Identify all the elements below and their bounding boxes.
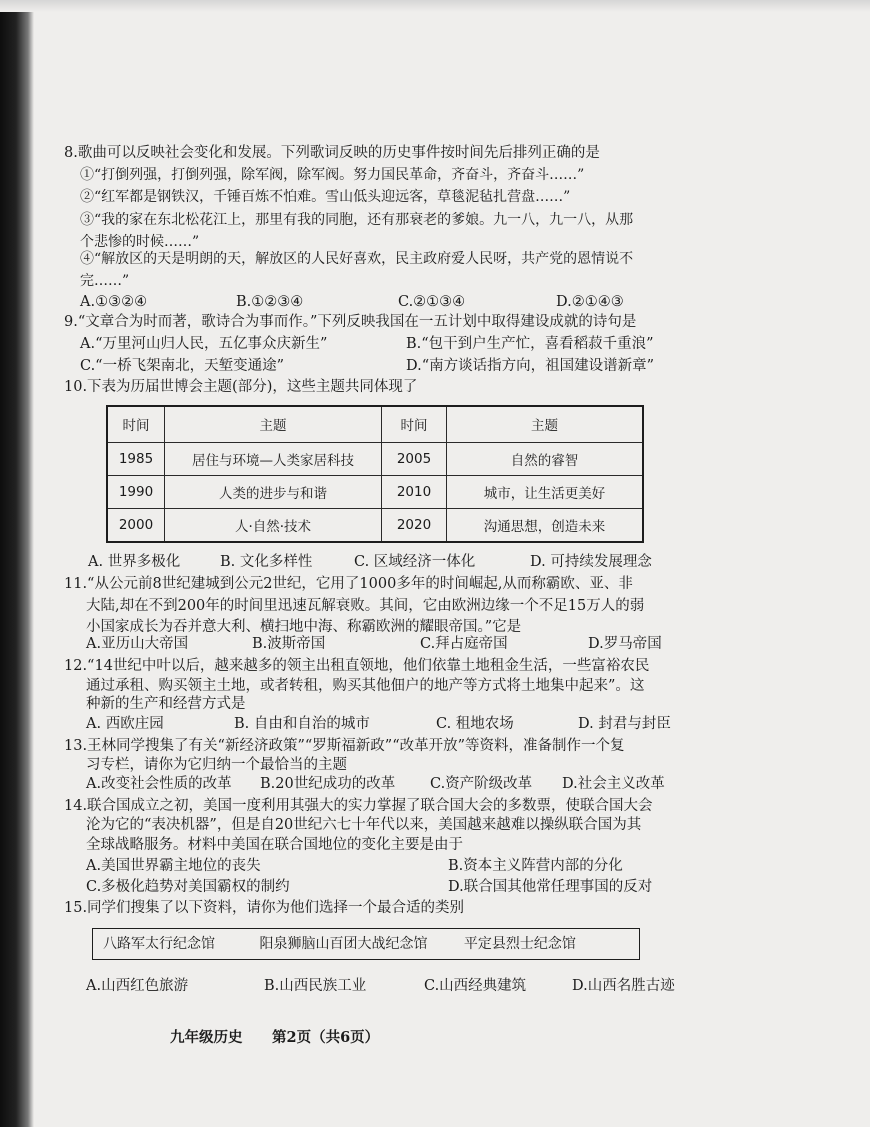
q11-option-a: A.亚历山大帝国 [86,636,189,652]
q9-option-a: A.“万里河山归人民，五亿事众庆新生” [80,336,328,352]
q13-option-c: C.资产阶级改革 [430,776,533,792]
q13-option-d: D.社会主义改革 [562,776,665,792]
q15-option-b: B.山西民族工业 [264,978,367,994]
q12-option-a: A. 西欧庄园 [86,716,164,732]
q11-option-d: D.罗马帝国 [588,636,662,652]
table-row [107,508,643,542]
q15-option-d: D.山西名胜古迹 [572,978,675,994]
q14-option-b: B.资本主义阵营内部的分化 [448,858,623,874]
q8-lyric-1: ①“打倒列强，打倒列强，除军阀，除军阀。努力国民革命，齐奋斗，齐奋斗……” [80,167,585,183]
table-header: 主题 [447,406,644,442]
q14-line-1: 14.联合国成立之初，美国一度利用其强大的实力掌握了联合国大会的多数票，使联合国大会 [64,798,653,814]
table-cell: 沟通思想，创造未来 [447,508,644,542]
table-cell: 1985 [107,442,165,475]
q12-option-b: B. 自由和自治的城市 [234,716,370,732]
table-cell: 2005 [382,442,447,475]
q12-line-1: 12.“14世纪中叶以后，越来越多的领主出租直领地，他们依靠土地租金生活，一些富裕农民 [64,658,650,674]
q8-lyric-2: ②“红军都是钢铁汉，千锤百炼不怕难。雪山低头迎远客，草毯泥毡扎营盘……” [80,189,571,205]
table-cell: 自然的睿智 [447,442,644,475]
q15-box-item-3: 平定县烈士纪念馆 [463,936,576,952]
q9-option-d: D.“南方谈话指方向，祖国建设谱新章” [406,358,655,374]
q15-option-a: A.山西红色旅游 [86,978,189,994]
table-cell: 人·自然·技术 [165,508,382,542]
q14-option-a: A.美国世界霸主地位的丧失 [86,858,261,874]
table-header: 主题 [165,406,382,442]
q12-option-d: D. 封君与封臣 [578,716,671,732]
q8-stem: 8.歌曲可以反映社会变化和发展。下列歌词反映的历史事件按时间先后排列正确的是 [64,145,600,161]
q8-lyric-3-cont: 个悲惨的时候……” [80,234,200,250]
table-header: 时间 [107,406,165,442]
q12-line-2: 通过承租、购买领主土地，或者转租，购买其他佃户的地产等方式将土地集中起来”。这 [86,678,645,694]
table-row [107,475,643,508]
expo-theme-table [106,405,644,543]
q9-option-b: B.“包干到户生产忙，喜看稻菽千重浪” [406,336,654,352]
q12-line-3: 种新的生产和经营方式是 [86,696,246,712]
q8-option-a: A.①③②④ [80,294,148,310]
table-cell: 居住与环境—人类家居科技 [165,442,382,475]
q14-line-2: 沦为它的“表决机器”，但是自20世纪六七十年代以来，美国越来越难以操纵联合国为其 [86,817,642,833]
table-cell: 2020 [382,508,447,542]
q9-stem: 9.“文章合为时而著，歌诗合为事而作。”下列反映我国在一五计划中取得建设成就的诗句是 [64,314,637,330]
q8-option-c: C.②①③④ [398,294,466,310]
q13-line-2: 习专栏，请你为它归纳一个最恰当的主题 [86,757,347,773]
q11-option-b: B.波斯帝国 [252,636,326,652]
table-row [107,442,643,475]
q15-box-item-1: 八路军太行纪念馆 [103,936,215,952]
footer-subject: 九年级历史 [170,1029,243,1046]
q8-option-b: B.①②③④ [236,294,304,310]
q12-option-c: C. 租地农场 [436,716,514,732]
q11-line-2: 大陆,却在不到200年的时间里迅速瓦解衰败。其间，它由欧洲边缘一个不足15万人的弱 [86,598,645,614]
q13-line-1: 13.王林同学搜集了有关“新经济政策”“罗斯福新政”“改革开放”等资料，准备制作一个复 [64,738,625,754]
q15-option-c: C.山西经典建筑 [424,978,527,994]
q10-option-d: D. 可持续发展理念 [530,554,652,570]
table-header: 时间 [382,406,447,442]
q15-box-item-2: 阳泉狮脑山百团大战纪念馆 [259,936,428,952]
q10-option-a: A. 世界多极化 [88,554,181,570]
q14-option-c: C.多极化趋势对美国霸权的制约 [86,879,290,895]
q13-option-b: B.20世纪成功的改革 [260,776,396,792]
q14-line-3: 全球战略服务。材料中美国在联合国地位的变化主要是由于 [86,837,463,853]
q8-lyric-2-text: “红军都是钢铁汉，千锤百炼不怕难。雪山低头迎远客，草毯泥毡扎营盘……” [94,189,571,205]
table-cell: 人类的进步与和谐 [165,475,382,508]
q10-option-c: C. 区域经济一体化 [354,554,476,570]
q8-option-d: D.②①④③ [556,294,624,310]
q10-option-b: B. 文化多样性 [220,554,313,570]
q11-line-1: 11.“从公元前8世纪建城到公元2世纪，它用了1000多年的时间崛起,从而称霸欧、亚、非 [64,576,633,592]
q11-option-c: C.拜占庭帝国 [420,636,508,652]
q8-lyric-3: ③“我的家在东北松花江上，那里有我的同胞，还有那衰老的爹娘。九一八，九一八，从那 [80,212,634,228]
table-cell: 1990 [107,475,165,508]
table-header-row [107,406,643,442]
q15-stem: 15.同学们搜集了以下资料，请你为他们选择一个最合适的类别 [64,900,465,916]
table-cell: 城市，让生活更美好 [447,475,644,508]
q15-material-box [92,928,640,960]
q11-line-3: 小国家成长为吞并意大利、横扫地中海、称霸欧洲的耀眼帝国。”它是 [86,619,522,635]
table-cell: 2010 [382,475,447,508]
q13-option-a: A.改变社会性质的改革 [86,776,232,792]
footer-page-number: 第2页（共6页） [272,1029,380,1046]
q10-stem: 10.下表为历届世博会主题(部分)，这些主题共同体现了 [64,379,418,395]
q8-lyric-4: ④“解放区的天是明朗的天，解放区的人民好喜欢，民主政府爱人民呀，共产党的恩情说不 [80,251,634,267]
q8-lyric-4-cont: 完……” [80,273,130,289]
q14-option-d: D.联合国其他常任理事国的反对 [448,879,653,895]
q9-option-c: C.“一桥飞架南北，天堑变通途” [80,358,285,374]
table-cell: 2000 [107,508,165,542]
